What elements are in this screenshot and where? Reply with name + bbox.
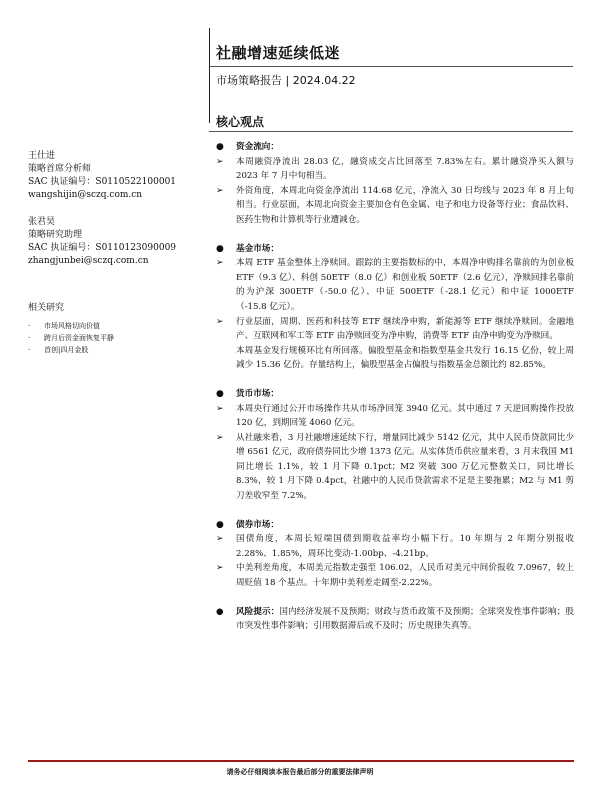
bullet-point: ➢ 中美利差角度，本周美元指数走强至 106.02，人民币对美元中间价报收 7.0967，较上周贬值 18 个基点。十年期中美利差走阔至-2.22%。 (216, 563, 574, 589)
analyst-name: 张君昊 (28, 217, 56, 227)
bullet-icon: · (28, 322, 31, 330)
analyst-role: 策略首席分析师 (28, 164, 92, 174)
analyst-sac-id: SAC 执证编号：S0110522100001 (28, 177, 177, 187)
analyst-info-1 (28, 150, 203, 202)
footer-rule (28, 760, 574, 762)
related-research-list (28, 320, 203, 356)
analyst-email[interactable]: zhangjunbei@sczq.com.cn (28, 256, 149, 266)
footer-disclaimer: 请务必仔细阅读本报告最后部分的重要法律声明 (226, 767, 374, 776)
core-views-heading: 核心观点 (216, 115, 265, 129)
bullet-point: ➢ 从社融来看，3 月社融增速延续下行，增量同比减少 5142 亿元，其中人民币贷款同比少增 6561 亿元，政府债券同比少增 1373 亿元。从实体货币供应量来看，3 月末我国 M1 同比增长 1.1%，较 1 月下降 0.1pct；M2 突破 300 万亿元整数关口，同比增长 8.3%，较 1 月下降 0.4pct，社融中的人民币贷款需求不足是主要拖累；M2 与 M1 剪刀差收窄至 7.2%。 (216, 432, 574, 502)
analyst-name: 王仕进 (28, 151, 56, 161)
core-views-body (216, 140, 574, 634)
arrow-bullet-icon: ➢ (216, 316, 224, 327)
filled-bullet-icon: ● (216, 388, 224, 399)
report-subtitle: 市场策略报告 | 2024.04.22 (216, 74, 356, 87)
paragraph: 本周基金发行规模环比有所回落。偏股型基金和指数型基金共发行 16.15 亿份，较上周减少 15.36 亿份。存量结构上，偏股型基金占偏股与指数基金总额比约 82.85%。 (236, 345, 574, 371)
section-money-market (216, 387, 574, 504)
arrow-bullet-icon: ➢ (216, 403, 224, 414)
analyst-sidebar (28, 150, 203, 356)
bullet-point: ➢ 外资角度，本周北向资金净流出 114.68 亿元，净流入 30 日均线与 2023 年 8 月上旬相当。行业层面，本周北向资金主要加仓有色金属、电子和电力设备等行业；食品饮料、医药生物和计算机等行业遭减仓。 (216, 185, 574, 225)
section-fund-market (216, 242, 574, 373)
related-research-item[interactable]: · 跨月后资金面恢复平静 (28, 334, 114, 342)
bullet-point: ➢ 本周央行通过公开市场操作共从市场净回笼 3940 亿元。其中通过 7 天逆回购操作投放 120 亿，到期回笼 4060 亿元。 (216, 403, 574, 429)
arrow-bullet-icon: ➢ (216, 185, 224, 196)
arrow-bullet-icon: ➢ (216, 258, 224, 269)
bullet-point: ➢ 国债角度，本周长短端国债到期收益率均小幅下行。10 年期与 2 年期分别报收 2.28%、1.85%，周环比变动-1.00bp、-4.21bp。 (216, 534, 574, 559)
report-title: 社融增速延续低迷 (216, 44, 341, 62)
bullet-point: ➢ 本周 ETF 基金整体上净赎回。跟踪的主要指数标的中，本周净申购排名靠前的为创业板 ETF（9.3 亿）、科创 50ETF（8.0 亿）和创业板 50ETF（2.6 亿元），净赎回排名靠前的为沪深 300ETF（-50.0 亿）、中证 500ETF（-28.1 亿元）和中证 1000ETF（-15.8 亿元）。 (216, 258, 574, 312)
section-heading: ● 基金市场： (216, 242, 574, 257)
title-divider (209, 66, 573, 67)
analyst-email[interactable]: wangshijin@sczq.com.cn (28, 190, 143, 200)
risk-label: 风险提示： (236, 606, 280, 617)
arrow-bullet-icon: ➢ (216, 432, 224, 443)
section-capital-flow (216, 140, 574, 228)
filled-bullet-icon: ● (216, 142, 224, 152)
analyst-sac-id: SAC 执证编号：S0110123090009 (28, 243, 177, 253)
arrow-bullet-icon: ➢ (216, 156, 224, 167)
section-bond-market (216, 518, 574, 591)
analyst-role: 策略研究助理 (28, 230, 83, 240)
bullet-icon: · (28, 334, 31, 342)
filled-bullet-icon: ● (216, 519, 224, 530)
bullet-point: ➢ 行业层面，周期、医药和科技等 ETF 继续净申购，新能源等 ETF 继续净赎回。金融地产、互联网和军工等 ETF 由净赎回变为净申购，消费等 ETF 由净申购变为净赎回。 (216, 316, 574, 342)
section-heading: ● 债券市场： (216, 518, 574, 533)
risk-warning (216, 605, 574, 634)
arrow-bullet-icon: ➢ (216, 563, 224, 574)
risk-text: 国内经济发展不及预期；财政与货币政策不及预期；全球突发性事件影响；股市突发性事件影响；引用数据滞后或不及时；历史规律失真等。 (236, 606, 574, 632)
related-research-item[interactable]: · 市场风格切向价值 (28, 322, 100, 330)
section-heading: ● 货币市场： (216, 387, 574, 402)
bullet-point: ➢ 本周融资净流出 28.03 亿，融资成交占比回落至 7.83%左右。累计融资净买入额与 2023 年 7 月中旬相当。 (216, 156, 574, 182)
filled-bullet-icon: ● (216, 243, 224, 254)
header-vertical-rule (209, 28, 210, 123)
section-divider (209, 131, 573, 132)
section-heading: ● 资金流向： (216, 140, 574, 155)
arrow-bullet-icon: ➢ (216, 534, 224, 545)
bullet-icon: · (28, 346, 31, 354)
analyst-info-2 (28, 216, 203, 268)
related-research-heading: 相关研究 (28, 303, 65, 313)
related-research-item[interactable]: · 首创|四月金股 (28, 346, 89, 354)
filled-bullet-icon: ● (216, 606, 224, 617)
